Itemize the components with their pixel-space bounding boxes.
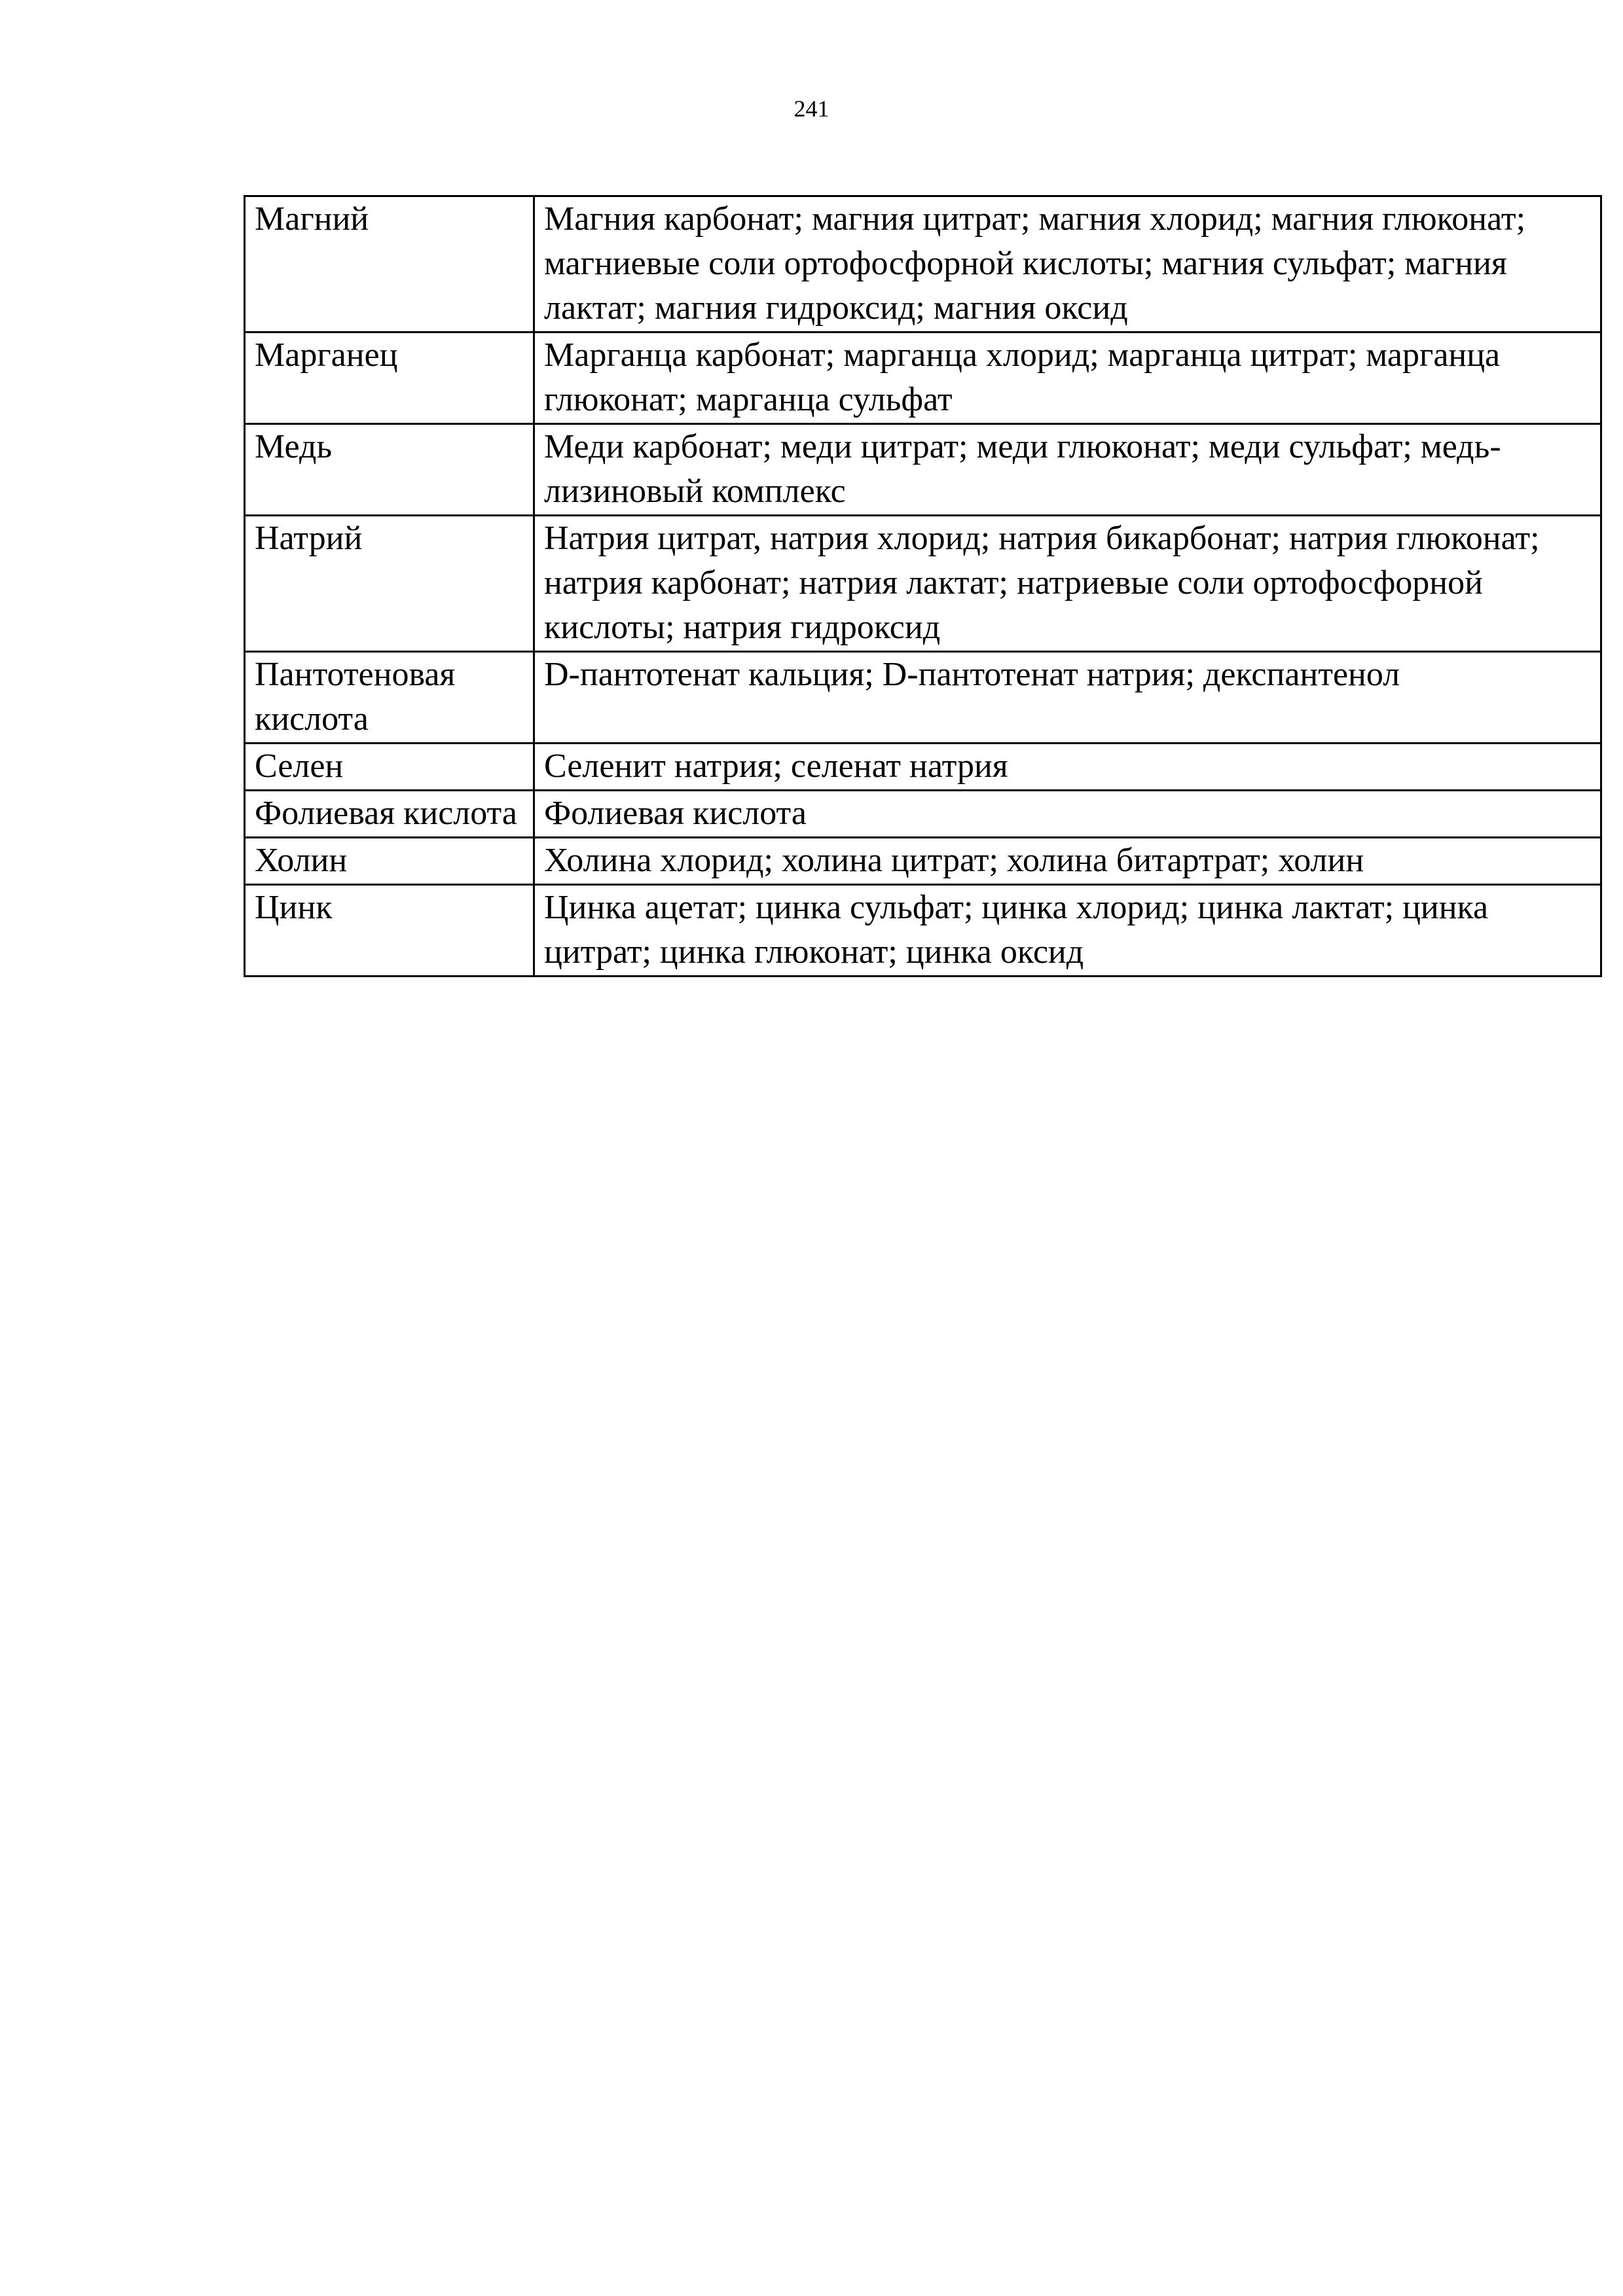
chemical-forms-cell: Меди карбонат; меди цитрат; меди глюконат; меди сульфат; медь-лизиновый комплекс [534,424,1601,516]
element-name-cell: Магний [245,196,534,332]
element-name-cell: Холин [245,838,534,885]
element-name-cell: Пантотеновая кислота [245,652,534,744]
element-name-cell: Цинк [245,885,534,977]
nutrient-forms-table [244,195,1602,977]
chemical-forms-cell: Холина хлорид; холина цитрат; холина битартрат; холин [534,838,1601,885]
table-row [245,838,1601,885]
table-row [245,885,1601,977]
table-row [245,424,1601,516]
chemical-forms-cell: Марганца карбонат; марганца хлорид; марганца цитрат; марганца глюконат; марганца сульфат [534,332,1601,424]
table-row [245,516,1601,652]
table-row [245,196,1601,332]
chemical-forms-cell: Селенит натрия; селенат натрия [534,744,1601,791]
table-row [245,744,1601,791]
element-name-cell: Медь [245,424,534,516]
table-row [245,332,1601,424]
chemical-forms-cell: Фолиевая кислота [534,791,1601,838]
table-row [245,652,1601,744]
page-number: 241 [793,96,830,122]
chemical-forms-cell: Натрия цитрат, натрия хлорид; натрия бикарбонат; натрия глюконат; натрия карбонат; натрия лактат; натриевые соли ортофосфорной кислоты; натрия гидроксид [534,516,1601,652]
element-name-cell: Натрий [245,516,534,652]
chemical-forms-cell: Магния карбонат; магния цитрат; магния хлорид; магния глюконат; магниевые соли ортофосфорной кислоты; магния сульфат; магния лактат; магния гидроксид; магния оксид [534,196,1601,332]
element-name-cell: Марганец [245,332,534,424]
element-name-cell: Фолиевая кислота [245,791,534,838]
chemical-forms-cell: D-пантотенат кальция; D-пантотенат натрия; декспантенол [534,652,1601,744]
table-row [245,791,1601,838]
chemical-forms-cell: Цинка ацетат; цинка сульфат; цинка хлорид; цинка лактат; цинка цитрат; цинка глюконат; цинка оксид [534,885,1601,977]
element-name-cell: Селен [245,744,534,791]
